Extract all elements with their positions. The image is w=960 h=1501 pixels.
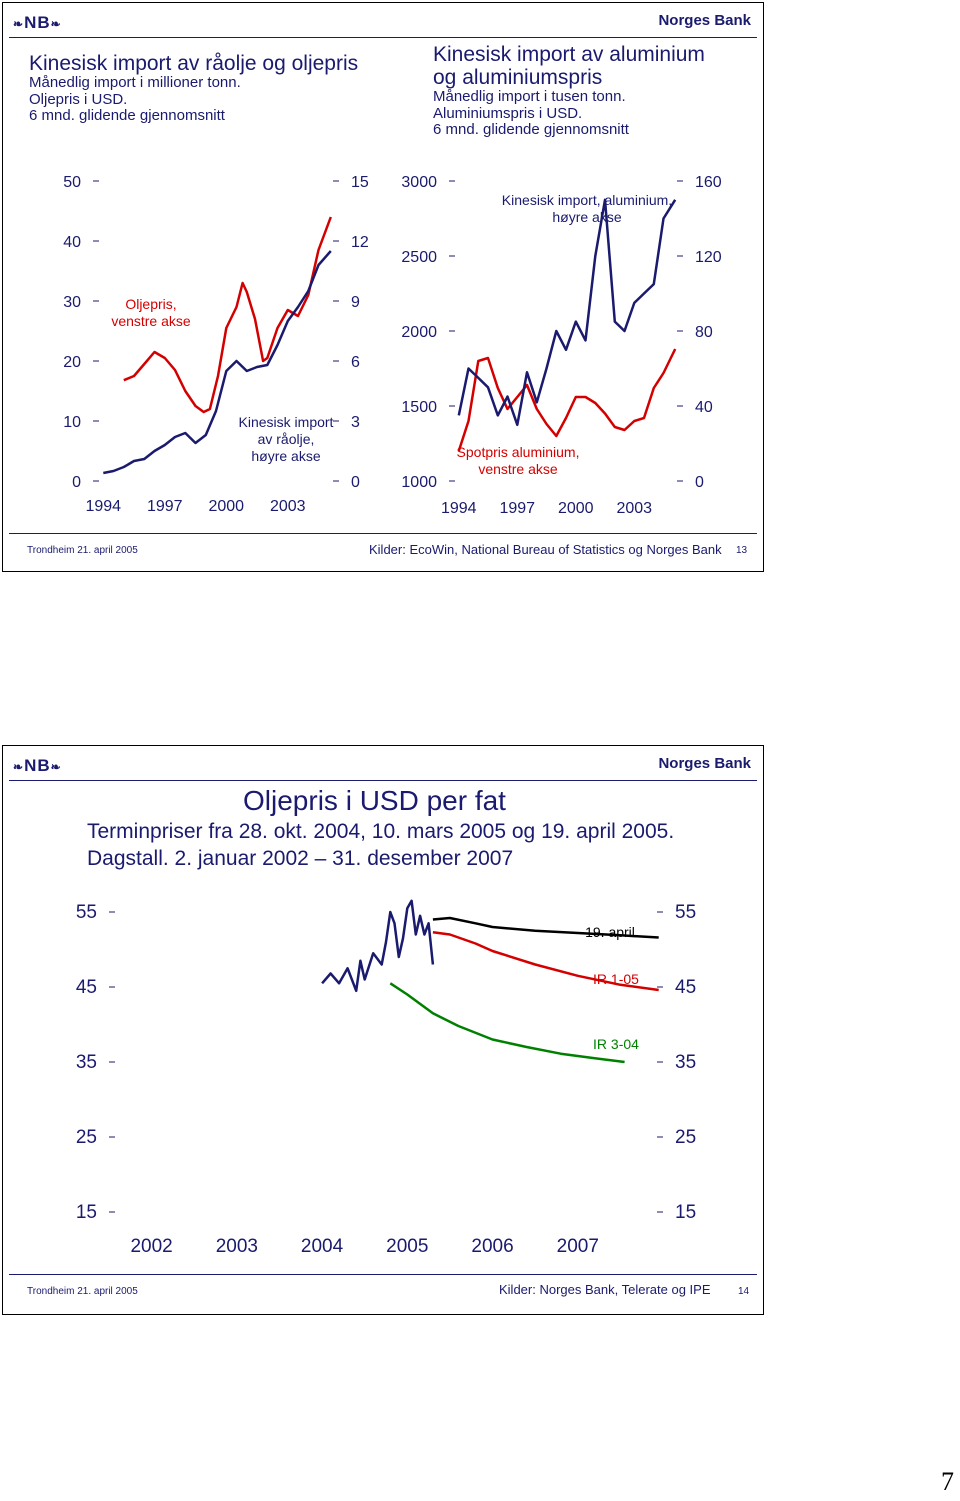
left-tick-label: 1000 <box>401 474 437 491</box>
header-rule <box>9 780 757 781</box>
left-tick-label: 10 <box>63 414 81 431</box>
x-tick-label: 2000 <box>208 498 245 515</box>
left-tick-label: 50 <box>63 174 81 191</box>
series-line-2 <box>459 200 675 425</box>
norges-bank-logo: ❧NB❧ <box>13 756 62 775</box>
annotation-oil-import: Kinesisk import <box>238 414 334 430</box>
footer-rule <box>9 1274 757 1275</box>
x-tick-label: 1997 <box>499 500 536 517</box>
x-tick-label: 2006 <box>471 1236 514 1257</box>
x-tick-label: 2004 <box>300 1236 344 1257</box>
right-tick-label: 15 <box>351 174 369 191</box>
series-line-1 <box>322 901 433 991</box>
footer-sources: Kilder: EcoWin, National Bureau of Statistics og Norges Bank <box>369 542 722 557</box>
x-tick-label: 2000 <box>557 500 594 517</box>
left-tick-label: 45 <box>75 977 97 998</box>
x-tick-label: 2007 <box>556 1236 599 1257</box>
x-tick-label: 1994 <box>85 498 122 515</box>
left-tick-label: 55 <box>75 902 97 923</box>
x-tick-label: 2005 <box>386 1236 429 1257</box>
right-tick-label: 6 <box>351 354 360 371</box>
norges-bank-logo: ❧NB❧ <box>13 13 62 32</box>
x-tick-label: 2003 <box>215 1236 258 1257</box>
left-tick-label: 15 <box>75 1202 97 1223</box>
annotation-label-ir-3-04: IR 3-04 <box>593 1036 639 1052</box>
left-tick-label: 1500 <box>401 399 437 416</box>
aluminium-chart <box>383 163 763 523</box>
annotation-al-import: Kinesisk import, aluminium, <box>501 192 673 208</box>
left-tick-label: 25 <box>75 1127 97 1148</box>
right-tick-label: 0 <box>351 474 360 491</box>
left-tick-label: 40 <box>63 234 81 251</box>
left-tick-label: 35 <box>75 1052 97 1073</box>
right-tick-label: 160 <box>695 174 722 191</box>
bank-name: Norges Bank <box>658 755 751 772</box>
right-tick-label: 55 <box>675 902 697 923</box>
oil-futures-chart <box>3 886 763 1266</box>
slide-14 <box>2 745 764 1315</box>
left-tick-label: 2000 <box>401 324 437 341</box>
left-tick-label: 3000 <box>401 174 437 191</box>
left-tick-label: 2500 <box>401 249 437 266</box>
annotation-oil-price: Oljepris, <box>125 296 177 312</box>
header-rule <box>9 37 757 38</box>
x-tick-label: 1994 <box>440 500 477 517</box>
footer-sources: Kilder: Norges Bank, Telerate og IPE <box>499 1282 711 1297</box>
footer-location-date: Trondheim 21. april 2005 <box>27 1286 138 1297</box>
annotation-oil-import: av råolje, <box>257 431 315 447</box>
right-tick-label: 0 <box>695 474 704 491</box>
x-tick-label: 2003 <box>616 500 653 517</box>
right-tick-label: 15 <box>675 1202 697 1223</box>
right-tick-label: 35 <box>675 1052 697 1073</box>
left-tick-label: 20 <box>63 354 81 371</box>
left-tick-label: 30 <box>63 294 81 311</box>
annotation-oil-import: høyre akse <box>251 448 321 464</box>
slide-number: 14 <box>738 1286 750 1297</box>
slide-header <box>3 746 763 780</box>
slide-13 <box>2 2 764 572</box>
chart-subtitle-line-2: Dagstall. 2. januar 2002 – 31. desember 2007 <box>87 847 514 870</box>
right-tick-label: 120 <box>695 249 722 266</box>
footer-rule <box>9 533 757 534</box>
right-tick-label: 45 <box>675 977 697 998</box>
series-line-4 <box>390 983 624 1062</box>
annotation-al-import: høyre akse <box>552 209 622 225</box>
annotation-label-ir-1-05: IR 1-05 <box>593 971 639 987</box>
right-tick-label: 12 <box>351 234 369 251</box>
annotation-al-price: venstre akse <box>478 461 558 477</box>
slide-header <box>3 3 763 37</box>
page-number: 7 <box>941 1467 954 1496</box>
left-chart-title: Kinesisk import av råolje og oljepris Månedlig import i millioner tonn. Oljepris i USD. 6 mnd. glidende gjennomsnitt <box>29 52 359 125</box>
oil-chart <box>3 163 383 523</box>
bank-name: Norges Bank <box>658 12 751 29</box>
footer-location-date: Trondheim 21. april 2005 <box>27 545 138 556</box>
chart-subtitle-line-1: Terminpriser fra 28. okt. 2004, 10. mars 2005 og 19. april 2005. <box>87 820 675 843</box>
right-tick-label: 40 <box>695 399 713 416</box>
chart-title: Oljepris i USD per fat <box>243 785 506 816</box>
x-tick-label: 2003 <box>269 498 306 515</box>
annotation-label-19-april: 19. april <box>585 924 635 940</box>
right-tick-label: 3 <box>351 414 360 431</box>
right-tick-label: 25 <box>675 1127 697 1148</box>
left-tick-label: 0 <box>72 474 81 491</box>
right-chart-title: Kinesisk import av aluminium og aluminiumspris Månedlig import i tusen tonn. Aluminiumspris i USD. 6 mnd. glidende gjennomsnitt <box>433 43 705 139</box>
x-tick-label: 2002 <box>130 1236 173 1257</box>
right-tick-label: 80 <box>695 324 713 341</box>
right-tick-label: 9 <box>351 294 360 311</box>
slide-number: 13 <box>736 545 748 556</box>
x-tick-label: 1997 <box>146 498 183 515</box>
annotation-al-price: Spotpris aluminium, <box>456 444 580 460</box>
annotation-oil-price: venstre akse <box>111 313 191 329</box>
